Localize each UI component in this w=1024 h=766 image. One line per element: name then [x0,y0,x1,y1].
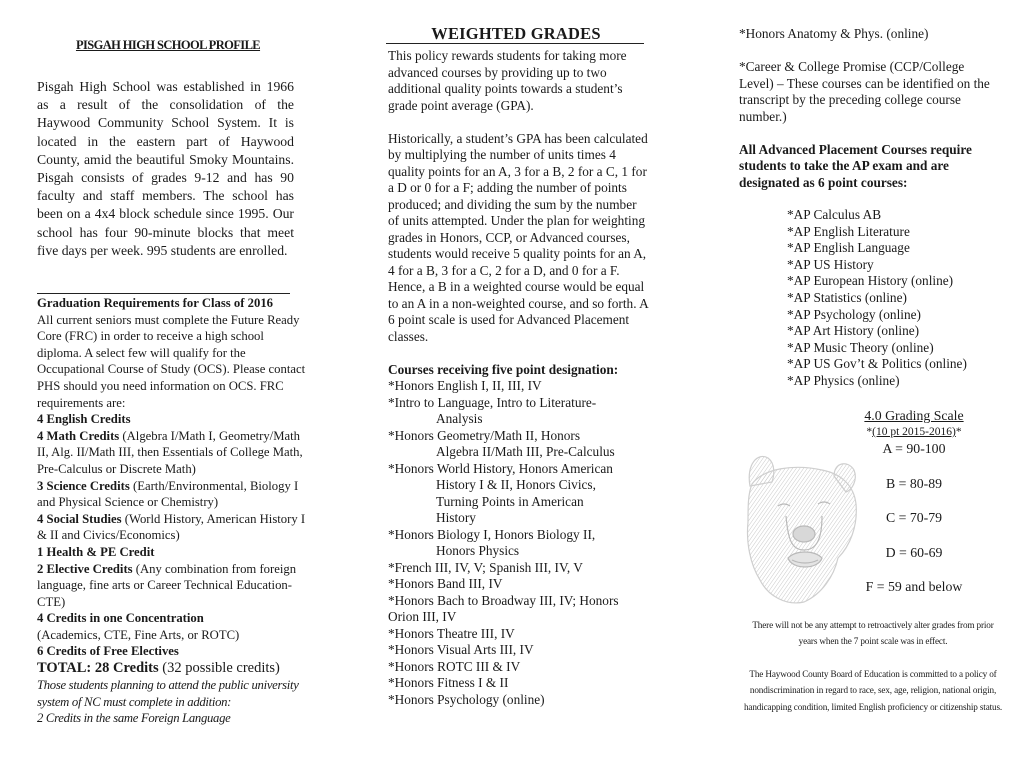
course-line: *Honors Band III, IV [388,576,503,591]
weighted-grades-body [388,48,650,708]
requirement-list [37,411,307,660]
course-item [388,576,650,593]
graduation-heading: Graduation Requirements for Class of 2016 [37,296,274,310]
total-detail: (32 possible credits) [158,660,280,677]
ap-course-item: *AP Music Theory (online) [787,339,934,355]
course-item [388,428,650,461]
requirement-label: 4 Social Studies [37,511,122,526]
requirement-label: 4 English Credits [37,412,131,427]
requirement-detail: (Any combination from foreign language, fine arts or Career Technical Education-CTE) [37,561,297,609]
course-continuation: Algebra II/Math III, Pre-Calculus [436,444,615,459]
course-line: *Honors English I, II, III, IV [388,378,542,393]
total-credits [37,660,307,677]
requirement-detail: (Academics, CTE, Fine Arts, or ROTC) [37,627,240,642]
requirement-label: 3 Science Credits [37,478,130,493]
requirement-item [37,627,307,644]
requirement-label: 4 Credits in one Concentration [37,611,204,626]
requirement-detail: (World History, American History I & II and Civics/Economics) [37,511,306,543]
requirement-item [37,411,307,428]
course-item [388,675,650,692]
requirement-label: 2 Elective Credits [37,561,133,576]
requirement-item [37,511,307,544]
course-item [388,395,650,428]
course-line: *Honors Bach to Broadway III, IV; Honors Orion III, IV [388,592,619,624]
course-item [388,560,650,577]
course-item [388,692,650,709]
course-continuation: Analysis [436,411,483,426]
weighted-grades-title: WEIGHTED GRADES [431,24,601,43]
profile-title: PISGAH HIGH SCHOOL PROFILE [75,38,261,52]
course-continuation: Honors Physics [436,543,520,558]
asterisk: * [866,426,873,438]
grade-range: D = 60-69 [885,544,943,560]
five-point-course-list [388,378,650,708]
five-point-heading: Courses receiving five point designation: [388,361,619,377]
course-line: *Honors Fitness I & II [388,675,509,690]
title-underline [386,43,644,44]
course-line: *French III, IV, V; Spanish III, IV, V [388,559,583,575]
ap-course-item: *AP Calculus AB [787,207,882,222]
course-line: *Honors ROTC III & IV [388,658,521,674]
requirement-item [37,643,307,660]
requirement-item [37,544,307,561]
grade-range: F = 59 and below [865,579,963,594]
course-item [388,642,650,659]
requirement-item [37,561,307,611]
grade-range: C = 70-79 [885,510,943,525]
ap-course-item: *AP European History (online) [787,273,954,289]
course-line: *Honors Biology I, Honors Biology II, [388,526,596,542]
total-label: TOTAL: 28 Credits [37,660,159,677]
scale-period: (10 pt 2015-2016) [872,426,956,438]
asterisk: * [955,426,962,438]
grading-scale [852,407,976,595]
grading-scale-subtitle [852,425,976,439]
requirement-item [37,610,307,627]
weighted-paragraph-2: Historically, a student’s GPA has been calculated by multiplying the number of units times 4 quality points for an A, 3 for a B, 2 for a C, 1 for a D or 0 for a F; adding the number of points produced; and dividing the sum by the number of units attempted. Under the plan for weighting grades in Honors, CCP, or Advanced courses, students would receive 5 quality points for an A, 4 for a B, 3 for a C, 2 for a D, and 0 for a F. Hence, a B in a weighted course would be equal to an A in a non-weighted course, and so forth. A 6 point scale is used for Advanced Placement classes. [388,130,648,344]
requirement-label: 4 Math Credits [37,428,120,443]
graduation-intro: All current seniors must complete the Future Ready Core (FRC) in order to receive a high school diploma. A select few will qualify for the Occupational Course of Study (OCS). Please contact PHS should you need information on OCS. FRC requirements are: [37,312,306,410]
ap-heading: All Advanced Placement Courses require students to take the AP exam and are designated as 6 point courses: [739,141,972,190]
grade-range: B = 80-89 [885,475,943,491]
section-divider [37,293,290,294]
requirement-detail: (Algebra I/Math I, Geometry/Math II, Alg. II/Math III, then Essentials of College Math, Pre-Calculus or Discrete Math) [37,428,303,476]
ap-course-list [787,207,1017,390]
course-item [388,659,650,676]
course-line: *Intro to Language, Intro to Literature- [388,394,597,410]
course-item [388,626,650,643]
ap-course-item: *AP US History [787,256,874,272]
ap-course-item: *AP English Language [787,240,910,256]
requirement-label: 1 Health & PE Credit [37,544,155,559]
ap-course-item: *AP English Literature [787,223,910,239]
requirement-item [37,478,307,511]
course-line: *Honors Theatre III, IV [388,625,515,641]
ap-course-item: *AP US Gov’t & Politics (online) [787,356,967,372]
nondiscrimination-statement: The Haywood County Board of Education is committed to a policy of nondiscrimination in regard to race, sex, age, religion, national origin, handicapping condition, limited English proficiency or citizenship status. [743,669,1003,712]
column3-body [739,26,1001,208]
profile-paragraph: Pisgah High School was established in 1966 as a result of the consolidation of the Haywood Community School System. It is located in the eastern part of Haywood County, amid the beautiful Smoky Mountains. Pisgah consists of grades 9-12 and has 90 faculty and staff members. The school has been on a 4x4 block schedule since 1995. Our school has four 90-minute blocks that meet five days per week. 995 students are enrolled. [37,79,294,258]
course-line: *Honors World History, Honors American [388,460,613,476]
requirement-label: 6 Credits of Free Electives [37,644,179,659]
course-continuation: History I & II, Honors Civics, Turning Points in American History [436,477,596,525]
retroactive-note: There will not be any attempt to retroactively alter grades from prior years when the 7 point scale was in effect. [752,620,994,647]
ap-course-item: *AP Art History (online) [787,323,920,339]
requirement-detail: (Earth/Environmental, Biology I and Physical Science or Chemistry) [37,478,299,510]
unc-note: Those students planning to attend the public university system of NC must complete in addition: [37,678,299,709]
course-item [388,378,650,395]
weighted-paragraph-1: This policy rewards students for taking more advanced courses by providing up to two additional quality points towards a student’s grade point average (GPA). [388,48,627,113]
grade-range: A = 90-100 [882,441,946,456]
bear-mascot-icon [742,446,860,608]
course-item [388,593,650,626]
course-item [388,461,650,527]
unc-requirement: 2 Credits in the same Foreign Language [37,711,231,726]
anatomy-course: *Honors Anatomy & Phys. (online) [739,26,929,41]
ccp-course: *Career & College Promise (CCP/College Level) – These courses can be identified on the transcript by the preceding college course number.) [739,59,990,124]
grading-scale-title: 4.0 Grading Scale [864,408,964,423]
course-item [388,527,650,560]
requirement-item [37,428,307,478]
course-line: *Honors Geometry/Math II, Honors [388,427,581,443]
ap-course-item: *AP Physics (online) [787,372,900,388]
course-line: *Honors Visual Arts III, IV [388,642,534,657]
graduation-requirements [37,295,307,727]
course-line: *Honors Psychology (online) [388,691,545,707]
ap-course-item: *AP Statistics (online) [787,289,907,305]
ap-course-item: *AP Psychology (online) [787,306,921,322]
